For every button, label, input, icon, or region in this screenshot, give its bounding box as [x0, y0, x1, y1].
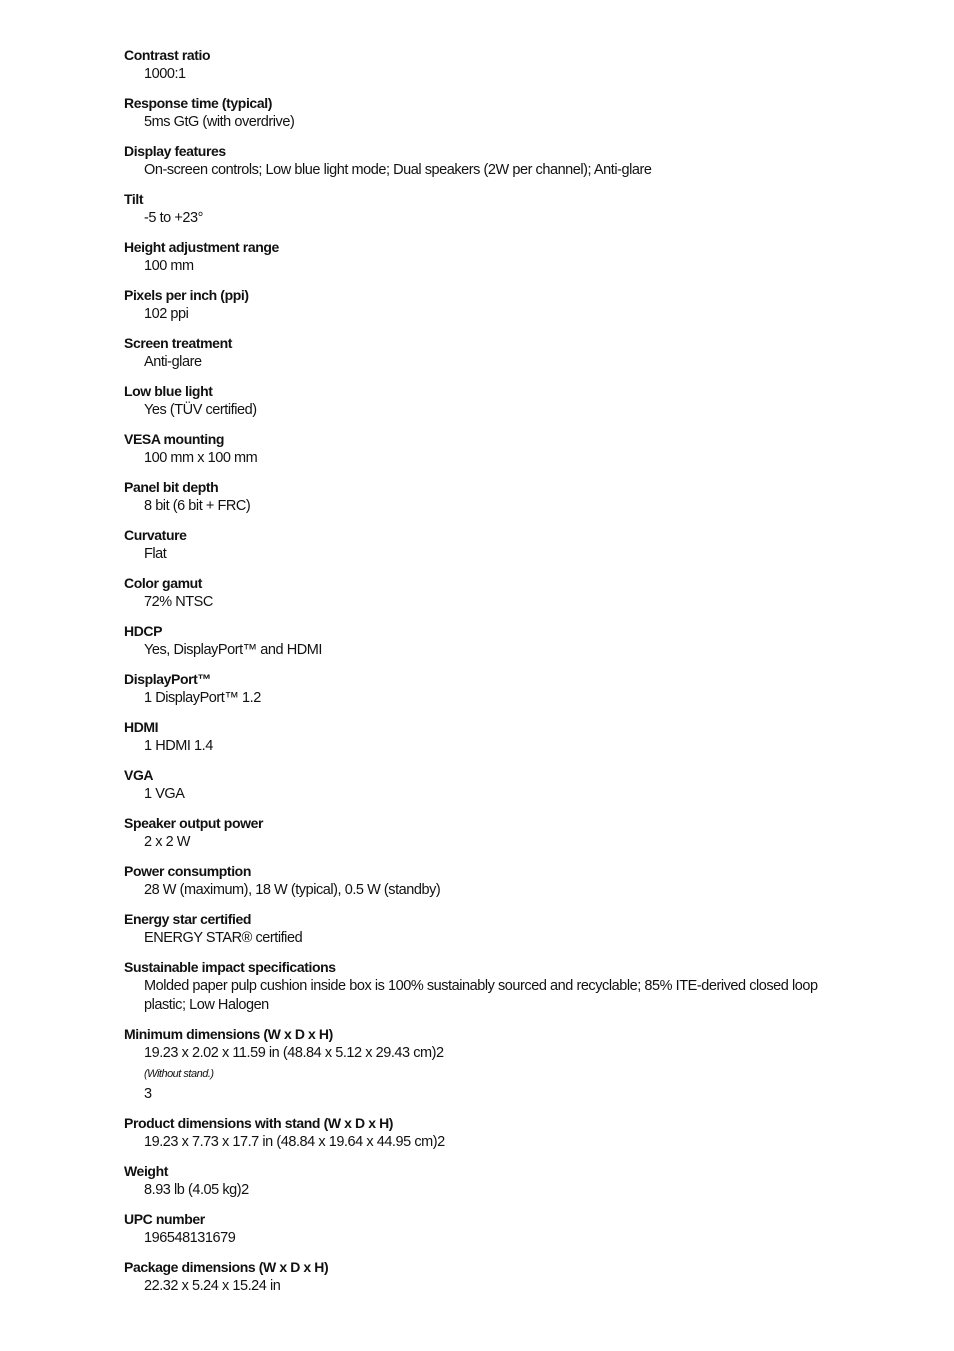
spec-value: 196548131679 [144, 1230, 236, 1246]
spec-label: VGA [124, 767, 154, 783]
spec-label: Pixels per inch (ppi) [124, 287, 249, 303]
spec-label: Minimum dimensions (W x D x H) [124, 1026, 333, 1042]
spec-label: Speaker output power [124, 815, 264, 831]
spec-screen-treatment [124, 334, 824, 372]
spec-label: Color gamut [124, 575, 203, 591]
spec-low-blue-light [124, 382, 824, 420]
spec-hdcp [124, 622, 824, 660]
spec-value: 1 VGA [144, 786, 185, 802]
spec-label: Height adjustment range [124, 239, 279, 255]
spec-label: Response time (typical) [124, 95, 272, 111]
spec-label: DisplayPort™ [124, 671, 211, 687]
spec-footnote-number: 3 [144, 1086, 152, 1102]
spec-label: Package dimensions (W x D x H) [124, 1259, 329, 1275]
spec-label: Display features [124, 143, 226, 159]
spec-panel-bit-depth [124, 478, 824, 516]
spec-label: Low blue light [124, 383, 213, 399]
spec-label: Screen treatment [124, 335, 232, 351]
spec-value: 19.23 x 2.02 x 11.59 in (48.84 x 5.12 x 29.43 cm)2 [144, 1045, 444, 1061]
spec-value: Molded paper pulp cushion inside box is 100% sustainably sourced and recyclable; 85% ITE-derived closed loop plastic; Low Halogen [144, 978, 818, 1013]
spec-contrast-ratio [124, 46, 824, 84]
spec-value: 1000:1 [144, 66, 186, 82]
spec-response-time [124, 94, 824, 132]
spec-display-features [124, 142, 824, 180]
spec-value: -5 to +23° [144, 210, 203, 226]
spec-value: 2 x 2 W [144, 834, 190, 850]
spec-note: (Without stand.) [144, 1068, 214, 1080]
spec-label: Tilt [124, 191, 144, 207]
spec-package-dimensions [124, 1258, 824, 1296]
spec-value: Yes (TÜV certified) [144, 402, 257, 418]
spec-speaker-output-power [124, 814, 824, 852]
spec-value: 102 ppi [144, 306, 189, 322]
spec-label: Weight [124, 1163, 169, 1179]
spec-label: Sustainable impact specifications [124, 959, 336, 975]
spec-value: On-screen controls; Low blue light mode; Dual speakers (2W per channel); Anti-glare [144, 162, 652, 178]
spec-value: 22.32 x 5.24 x 15.24 in [144, 1278, 281, 1294]
spec-label: Contrast ratio [124, 47, 211, 63]
spec-product-dimensions [124, 1114, 824, 1152]
spec-value: 8 bit (6 bit + FRC) [144, 498, 251, 514]
spec-color-gamut [124, 574, 824, 612]
spec-value: ENERGY STAR® certified [144, 930, 303, 946]
spec-value: 1 DisplayPort™ 1.2 [144, 690, 261, 706]
spec-hdmi [124, 718, 824, 756]
spec-value: 5ms GtG (with overdrive) [144, 114, 295, 130]
spec-value: 100 mm x 100 mm [144, 450, 258, 466]
spec-weight [124, 1162, 824, 1200]
spec-height-adjustment [124, 238, 824, 276]
spec-curvature [124, 526, 824, 564]
spec-sustainable-impact [124, 958, 824, 1015]
spec-energy-star [124, 910, 824, 948]
spec-minimum-dimensions [124, 1025, 824, 1104]
spec-value: 1 HDMI 1.4 [144, 738, 213, 754]
spec-value: Yes, DisplayPort™ and HDMI [144, 642, 322, 658]
spec-pixels-per-inch [124, 286, 824, 324]
spec-label: Product dimensions with stand (W x D x H) [124, 1115, 394, 1131]
spec-vesa-mounting [124, 430, 824, 468]
spec-label: Power consumption [124, 863, 251, 879]
spec-tilt [124, 190, 824, 228]
spec-label: Energy star certified [124, 911, 251, 927]
spec-label: HDCP [124, 623, 163, 639]
spec-vga [124, 766, 824, 804]
spec-value: 8.93 lb (4.05 kg)2 [144, 1182, 249, 1198]
spec-value: Flat [144, 546, 167, 562]
spec-value: 19.23 x 7.73 x 17.7 in (48.84 x 19.64 x 44.95 cm)2 [144, 1134, 445, 1150]
spec-value: 28 W (maximum), 18 W (typical), 0.5 W (standby) [144, 882, 441, 898]
spec-label: HDMI [124, 719, 159, 735]
spec-upc-number [124, 1210, 824, 1248]
spec-value: 72% NTSC [144, 594, 213, 610]
spec-list [124, 46, 824, 1306]
spec-value: Anti-glare [144, 354, 202, 370]
spec-label: UPC number [124, 1211, 205, 1227]
spec-label: Panel bit depth [124, 479, 219, 495]
spec-value: 100 mm [144, 258, 194, 274]
spec-label: Curvature [124, 527, 187, 543]
spec-label: VESA mounting [124, 431, 225, 447]
spec-displayport [124, 670, 824, 708]
spec-power-consumption [124, 862, 824, 900]
